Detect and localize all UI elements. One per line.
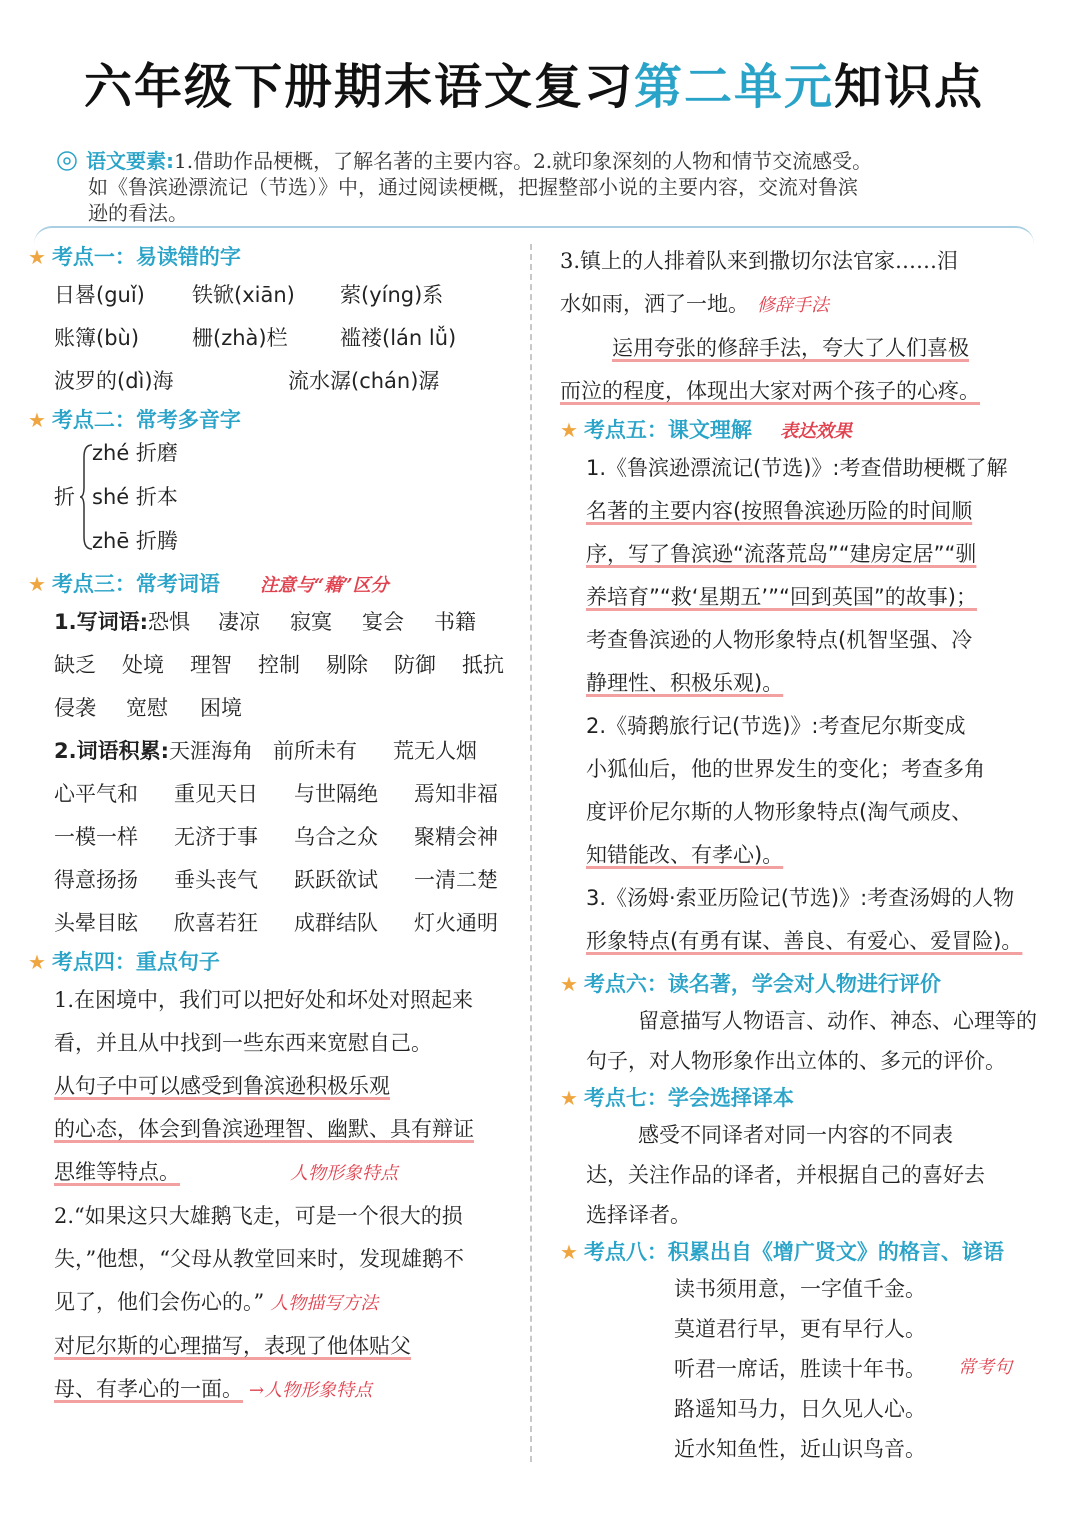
word-row [28,687,522,730]
intro-line-1: 1.借助作品梗概，了解名著的主要内容。2.就印象深刻的人物和情节交流感受。 [174,149,873,173]
section-title [28,403,522,437]
word: 萦(yíng)系 [340,283,444,307]
text-line: 静理性、积极乐观)。 [586,671,784,695]
star-icon: ★ [28,950,46,974]
text-line: 达，关注作品的译者，并根据自己的喜好去 [586,1163,985,1187]
word: 恐惧 [148,610,190,634]
handwritten-note: 人物形象特点 [264,1380,373,1401]
word: 困境 [200,696,242,720]
word: 日晷(guǐ) [54,283,145,307]
section-3-title: 考点三：常考词语 [51,572,220,596]
section-2-title: 考点二：常考多音字 [51,408,241,432]
quote-line [28,1281,522,1325]
page-title [0,52,1068,122]
text-line: 名著的主要内容(按照鲁滨逊历险的时间顺 [586,499,973,523]
section-title [28,945,522,979]
word: 栅(zhà)栏 [192,326,288,350]
proverb: 听君一席话，胜读十年书。 [674,1357,926,1381]
word: 防御 [394,653,436,677]
word: 与世隔绝 [294,782,378,806]
quote-line: 3.镇上的人排着队来到撒切尔法官家……泪 [560,249,959,273]
word-row [28,902,522,945]
word: 一清二楚 [414,868,498,892]
text-line: 留意描写人物语言、动作、神态、心理等的 [638,1009,1037,1033]
word-row [28,317,522,360]
sub-label: 2.词语积累: [54,739,169,763]
quote-line: 失，”他想，“父母从教堂回来时，发现雄鹅不 [54,1247,464,1271]
section-5-title: 考点五：课文理解 [583,418,752,442]
analysis-line: 的心态，体会到鲁滨逊理智、幽默、具有辩证 [54,1117,474,1141]
text-line: 知错能改、有孝心)。 [586,843,784,867]
reading: shé 折本 [92,485,178,509]
word-row [28,816,522,859]
word: 乌合之众 [294,825,378,849]
text-line: 句子，对人物形象作出立体的、多元的评价。 [586,1049,1006,1073]
text-line: 小狐仙后，他的世界发生的变化；考查多角 [586,757,985,781]
reading: zhé 折磨 [92,441,178,465]
quote-line: 1.在困境中，我们可以把好处和坏处对照起来 [54,988,474,1012]
star-icon: ★ [560,418,578,442]
word: 成群结队 [294,911,378,935]
word-row [28,274,522,317]
word: 控制 [258,653,300,677]
word-row [28,644,522,687]
word: 头晕目眩 [54,911,138,935]
polyphone-block [54,437,522,567]
word-row [28,360,522,403]
analysis-line: 运用夸张的修辞手法，夸大了人们喜极 [612,336,969,360]
quote-text: 水如雨，洒了一地。 [560,292,749,316]
analysis-text: 母、有孝心的一面。 [54,1377,243,1401]
word: 一模一样 [54,825,138,849]
section-title [28,240,522,274]
section-8-title: 考点八：积累出自《增广贤文》的格言、谚语 [583,1240,1004,1264]
word: 寂寞 [290,610,332,634]
flower-icon [56,150,78,172]
word: 灯火通明 [414,911,498,935]
word: 书籍 [434,610,476,634]
word: 抵抗 [462,653,504,677]
word: 侵袭 [54,696,96,720]
section-title [28,567,522,601]
word: 剔除 [326,653,368,677]
quote-line: 看，并且从中找到一些东西来宽慰自己。 [54,1031,432,1055]
section-title [560,967,1030,1001]
handwritten-note: 修辞手法 [757,295,829,316]
section-title [560,1235,1030,1269]
star-icon: ★ [560,1086,578,1110]
handwritten-note: 人物形象特点 [290,1163,398,1184]
word: 心平气和 [54,782,138,806]
handwritten-note: 人物描写方法 [270,1293,379,1314]
analysis-line [28,1368,522,1412]
word: 得意扬扬 [54,868,138,892]
word: 波罗的(dì)海 [54,369,174,393]
word: 处境 [122,653,164,677]
section-1-title: 考点一：易读错的字 [51,245,241,269]
text-line: 2.《骑鹅旅行记(节选)》:考查尼尔斯变成 [586,714,966,738]
proverb: 读书须用意，一字值千金。 [674,1277,926,1301]
title-suffix: 知识点 [834,59,985,115]
word-row [28,730,522,773]
analysis-line: 对尼尔斯的心理描写，表现了他体贴父 [54,1334,411,1358]
quote-text: 见了，他们会伤心的。” [54,1290,265,1314]
proverb: 路遥知马力，日久见人心。 [674,1397,926,1421]
proverb-list [560,1269,1030,1469]
text-line: 3.《汤姆·索亚历险记(节选)》:考查汤姆的人物 [586,886,1015,910]
word: 天涯海角 [169,739,253,763]
word: 褴褛(lán lǚ) [340,326,457,350]
star-icon: ★ [28,408,46,432]
section-7-title: 考点七：学会选择译本 [583,1086,794,1110]
analysis-line [28,1151,522,1195]
star-icon: ★ [560,1240,578,1264]
section-title [560,1081,1030,1115]
proverb: 莫道君行早，更有早行人。 [674,1317,926,1341]
word: 铁锨(xiān) [192,283,295,307]
star-icon: ★ [560,972,578,996]
text-line: 序，写了鲁滨逊“流落荒岛”“建房定居”“驯 [586,542,977,566]
analysis-line: 而泣的程度，体现出大家对两个孩子的心疼。 [560,379,980,403]
word: 宴会 [362,610,404,634]
sub-label: 1.写词语: [54,610,148,634]
handwritten-note: 常考句 [958,1357,1012,1378]
word-row [28,773,522,816]
text-line: 感受不同译者对同一内容的不同表 [638,1123,953,1147]
word-row [28,859,522,902]
text-line: 考查鲁滨逊的人物形象特点(机智坚强、冷 [586,628,973,652]
word: 荒无人烟 [393,739,477,763]
arrow-icon: → [249,1380,265,1401]
text-line: 形象特点(有勇有谋、善良、有爱心、爱冒险)。 [586,929,1023,953]
word: 垂头丧气 [174,868,258,892]
right-column [560,240,1037,1469]
word: 聚精会神 [414,825,498,849]
text-line: 养培育”“救‘星期五’”“回到英国”的故事)； [586,585,977,609]
intro-line-2: 如《鲁滨逊漂流记（节选）》中，通过阅读梗概，把握整部小说的主要内容，交流对鲁滨 [88,175,858,199]
quote-line: 2.“如果这只大雄鹅飞走，可是一个很大的损 [54,1204,463,1228]
title-highlight: 第二单元 [633,59,834,115]
intro-label: 语文要素: [86,149,174,173]
word: 理智 [190,653,232,677]
word: 账簿(bù) [54,326,140,350]
word: 欣喜若狂 [174,911,258,935]
intro-block [56,148,1016,226]
handwritten-note: 注意与“藉”区分 [259,575,389,596]
analysis-text: 思维等特点。 [54,1160,180,1184]
polyphone-char: 折 [54,485,75,509]
text-line: 选择译者。 [586,1203,691,1227]
analysis-line: 从句子中可以感受到鲁滨逊积极乐观 [54,1074,390,1098]
intro-line-3: 逊的看法。 [88,201,188,225]
star-icon: ★ [28,572,46,596]
text-line: 度评价尼尔斯的人物形象特点(淘气顽皮、 [586,800,973,824]
proverb: 近水知鱼性，近山识鸟音。 [674,1437,926,1461]
word: 焉知非福 [414,782,498,806]
word: 流水潺(chán)潺 [288,369,440,393]
quote-line [560,283,1030,327]
title-main: 六年级下册期末语文复习 [83,59,634,115]
text-line: 1.《鲁滨逊漂流记(节选)》:考查借助梗概了解 [586,456,1008,480]
left-column [28,240,522,1412]
column-divider [530,244,532,1462]
section-title [560,413,1030,447]
word: 缺乏 [54,653,96,677]
word: 宽慰 [126,696,168,720]
handwritten-note: 表达效果 [779,421,852,442]
section-4-title: 考点四：重点句子 [51,950,220,974]
reading: zhē 折腾 [92,529,178,553]
word: 凄凉 [218,610,260,634]
word: 跃跃欲试 [294,868,378,892]
star-icon: ★ [28,245,46,269]
word: 前所未有 [273,739,357,763]
word-row [28,601,522,644]
word: 重见天日 [174,782,258,806]
word: 无济于事 [174,825,258,849]
section-6-title: 考点六：读名著，学会对人物进行评价 [583,972,941,996]
